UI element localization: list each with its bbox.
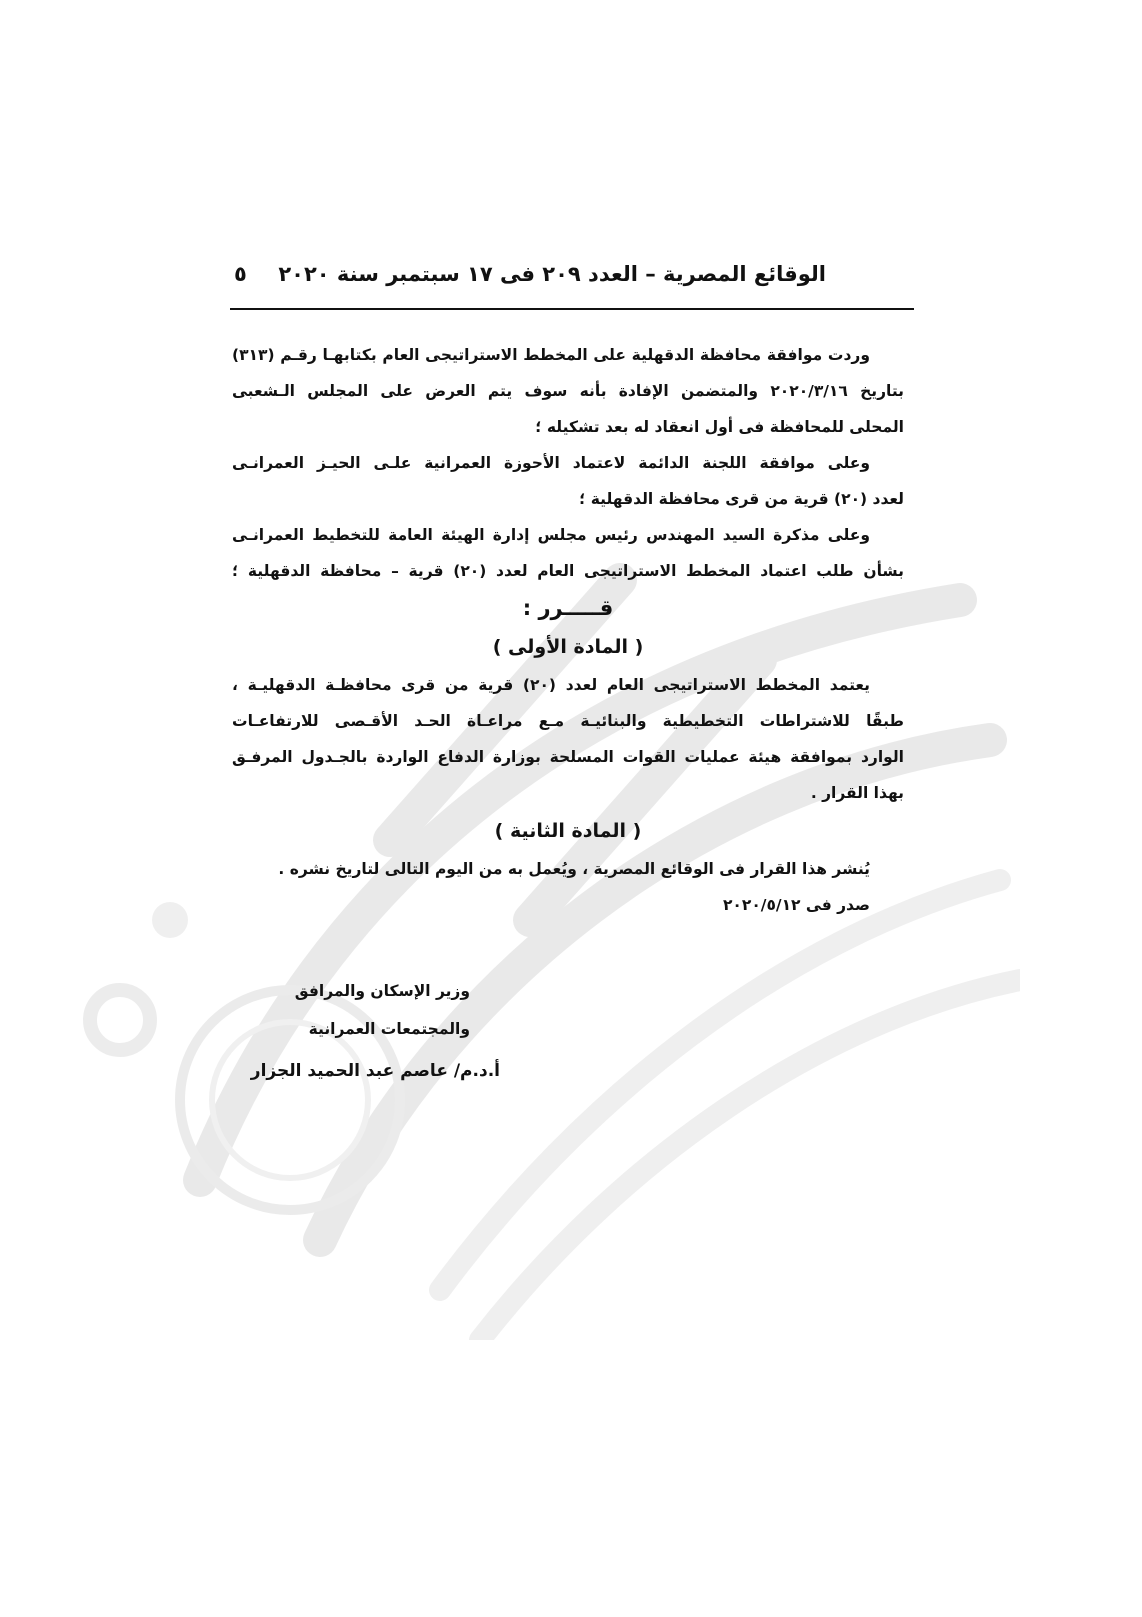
article-1-line: يعتمد المخطط الاستراتيجى العام لعدد (٢٠) قرية من قرى محافظـة الدقهليـة ، [232, 676, 870, 694]
article-2-line: يُنشر هذا القرار فى الوقائع المصرية ، ويُعمل به من اليوم التالى لتاريخ نشره . [278, 860, 870, 878]
page-number: ٥ [234, 262, 247, 286]
signatory-name: أ.د.م/ عاصم عبد الحميد الجزار [250, 1061, 500, 1081]
paragraph-line: وعلى موافقة اللجنة الدائمة لاعتماد الأحوزة العمرانية علـى الحيـز العمرانـى [232, 454, 870, 472]
article-2-heading: ( المادة الثانية ) [494, 820, 642, 842]
paragraph-line: المحلى للمحافظة فى أول انعقاد له بعد تشكيله ؛ [535, 418, 904, 436]
article-1-line: طبقًا للاشتراطات التخطيطية والبنائيـة مـع مراعـاة الحـد الأقـصى للارتفاعـات [232, 712, 904, 730]
header-divider [230, 308, 914, 310]
article-1-heading: ( المادة الأولى ) [492, 636, 644, 658]
paragraph-line: بشأن طلب اعتماد المخطط الاستراتيجى العام لعدد (٢٠) قرية – محافظة الدقهلية ؛ [232, 562, 904, 580]
document-body [232, 337, 904, 923]
page-header [232, 256, 912, 304]
signatory-title: والمجتمعات العمرانية [308, 1020, 470, 1038]
paragraph-line: لعدد (٢٠) قرية من قرى محافظة الدقهلية ؛ [579, 490, 904, 508]
article-1-line: بهذا القرار . [810, 784, 904, 802]
paragraph-line: بتاريخ ٢٠٢٠/٣/١٦ والمتضمن الإفادة بأنه سوف يتم العرض على المجلس الـشعبى [232, 382, 904, 400]
signatory-title: وزير الإسكان والمرافق [294, 982, 470, 1000]
paragraph-line: وعلى مذكرة السيد المهندس رئيس مجلس إدارة الهيئة العامة للتخطيط العمرانـى [232, 526, 870, 544]
article-1-line: الوارد بموافقة هيئة عمليات القوات المسلحة بوزارة الدفاع الواردة بالجـدول المرفـق [232, 748, 904, 766]
issue-date: صدر فى ٢٠٢٠/٥/١٢ [722, 896, 870, 914]
paragraph-line: وردت موافقة محافظة الدقهلية على المخطط الاستراتيجى العام بكتابهـا رقـم (٣١٣) [232, 346, 870, 364]
header-title: الوقائع المصرية – العدد ٢٠٩ فى ١٧ سبتمبر سنة ٢٠٢٠ [278, 262, 826, 286]
signature-block [232, 972, 912, 1090]
decree-heading: قـــــرر : [522, 596, 614, 620]
